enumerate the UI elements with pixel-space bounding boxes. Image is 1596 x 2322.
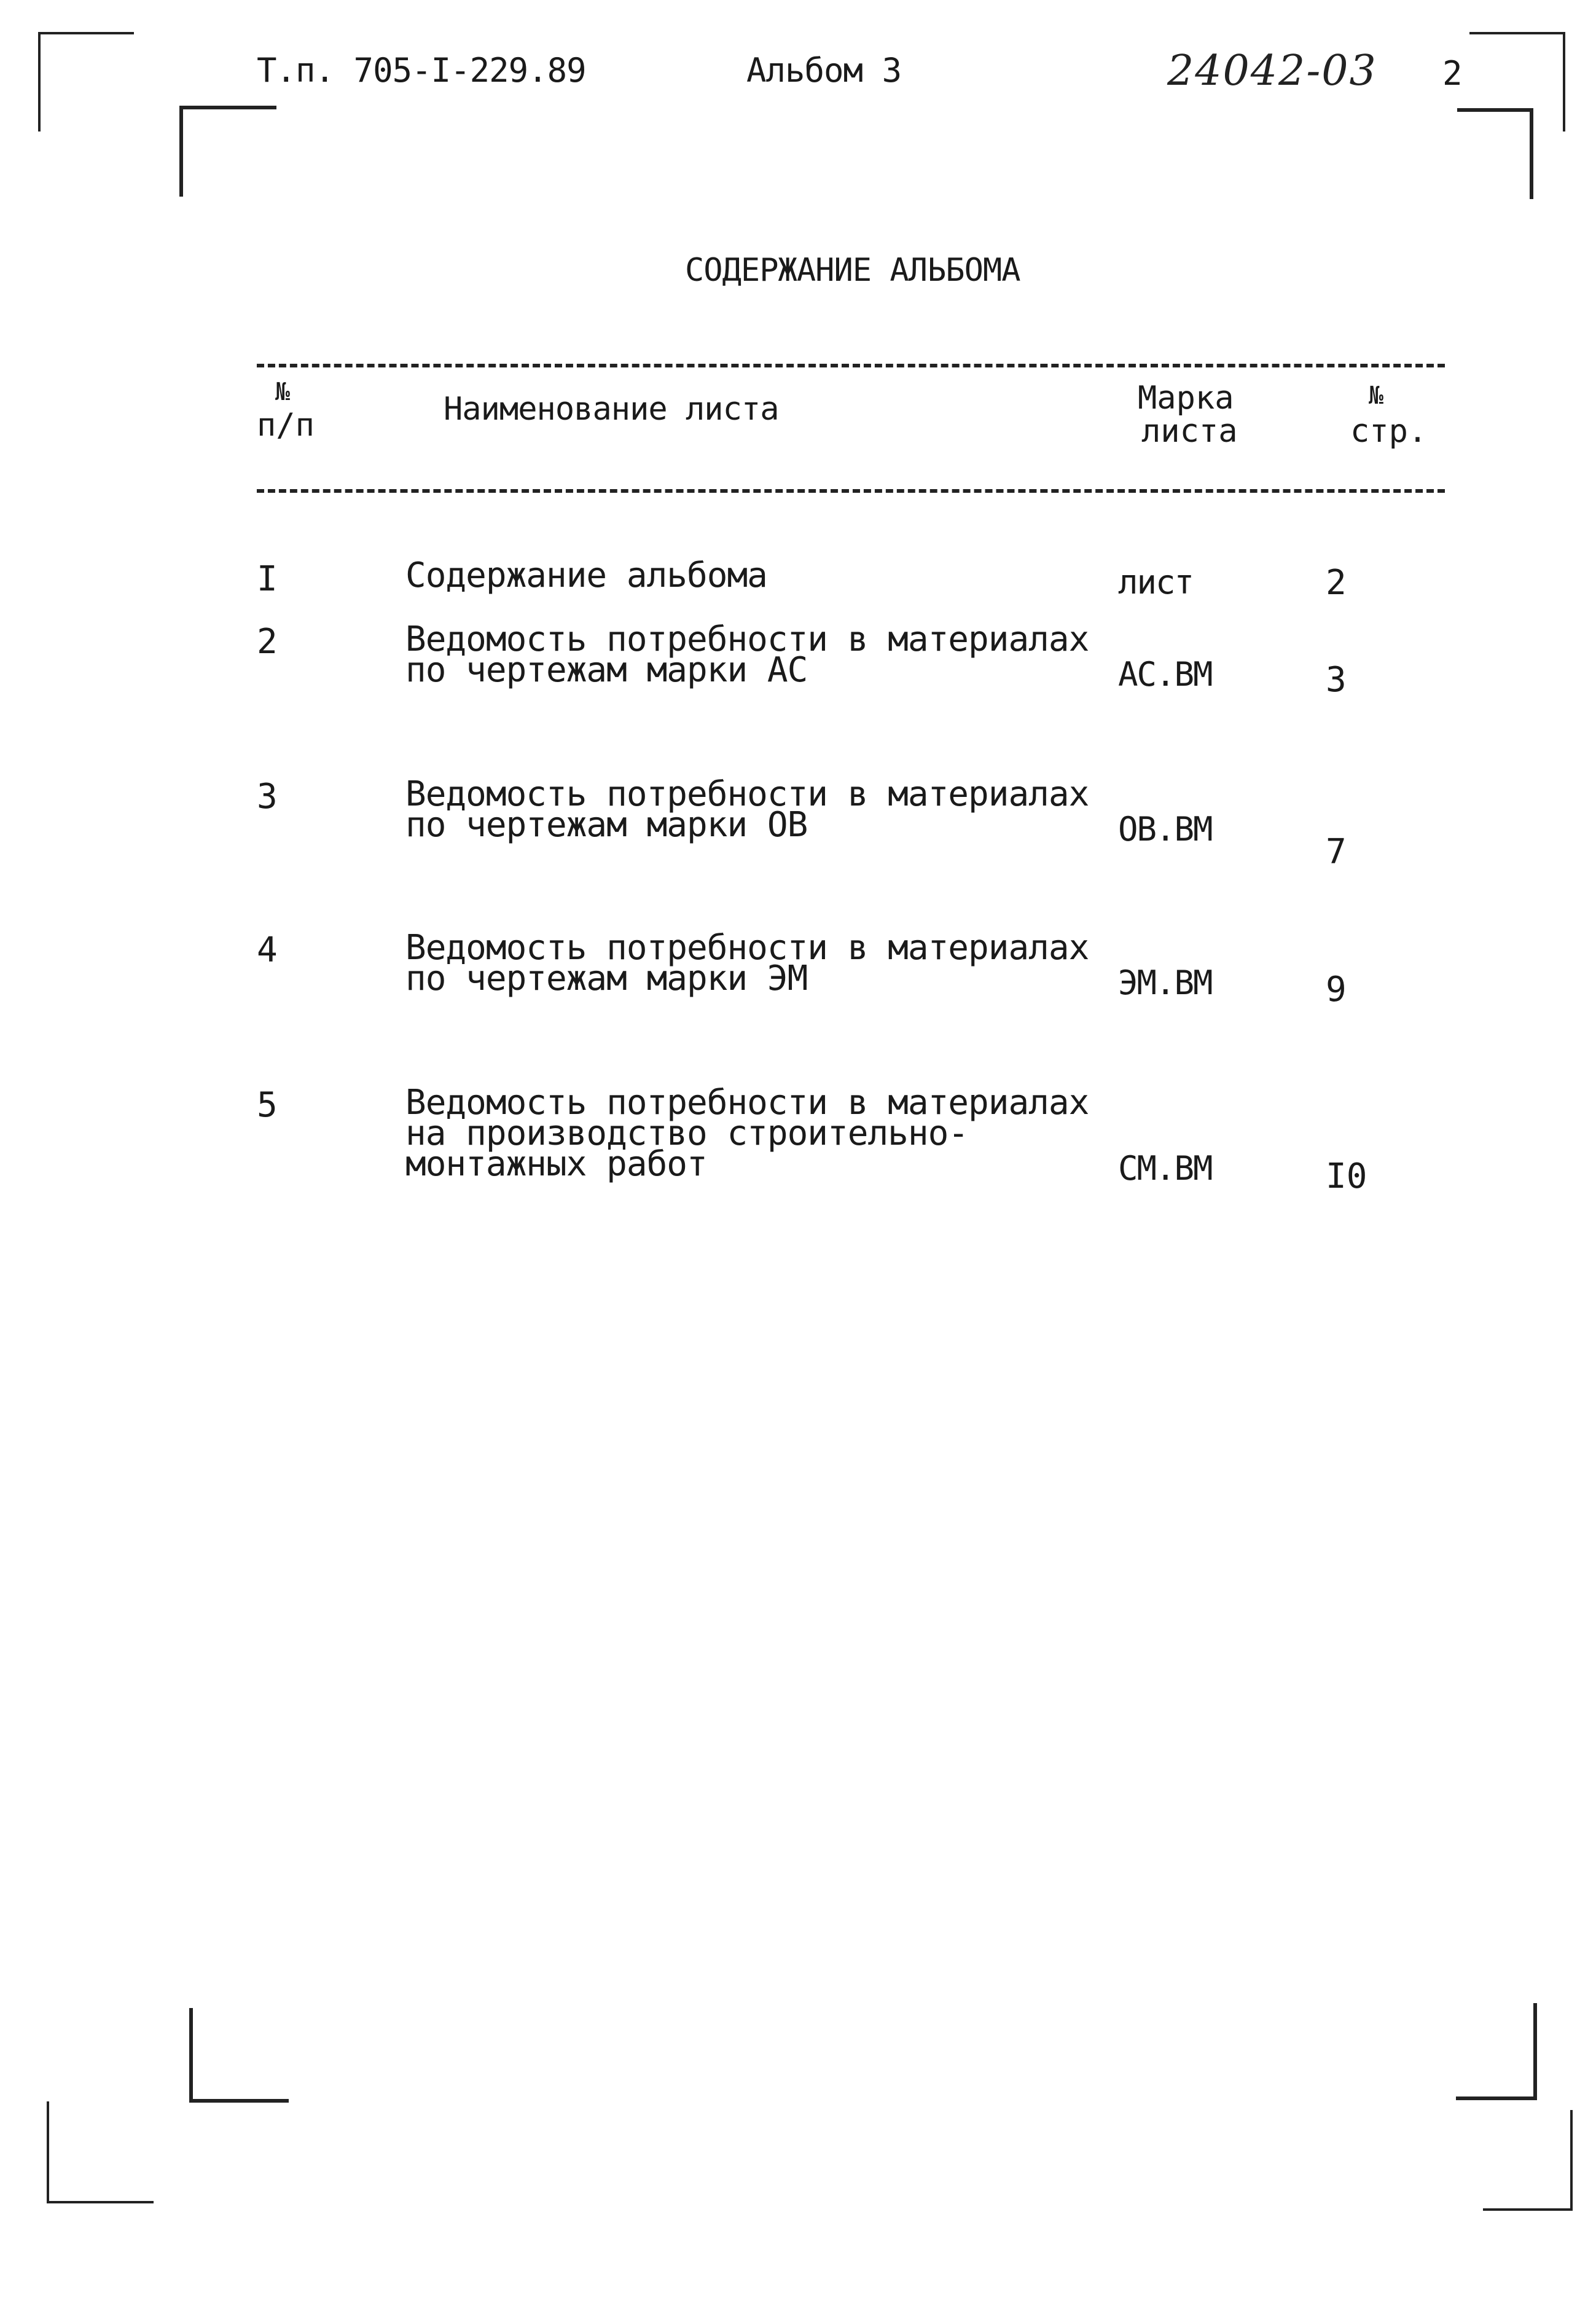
crop-mark-bottom-right-outer — [1483, 2110, 1573, 2211]
row-name-line: Ведомость потребности в материалах — [405, 774, 1089, 814]
row-name — [405, 774, 1093, 845]
col-mark-header-line1: Марка — [1138, 380, 1234, 417]
row-number: I — [257, 559, 278, 599]
row-name-line: по чертежам марки ОВ — [405, 805, 808, 845]
row-page: 3 — [1326, 660, 1347, 700]
crop-mark-top-right-inner — [1457, 108, 1533, 199]
row-name-line: по чертежам марки АС — [405, 650, 808, 690]
table-top-divider — [257, 364, 1445, 367]
page-title: СОДЕРЖАНИЕ АЛЬБОМА — [685, 252, 1020, 289]
project-code: Т.п. 705-I-229.89 — [257, 51, 586, 90]
row-name-line: Ведомость потребности в материалах — [405, 1083, 1089, 1123]
row-name-line: монтажных работ — [405, 1144, 707, 1184]
row-name — [405, 555, 1093, 595]
row-mark: ОВ.ВМ — [1118, 810, 1212, 849]
row-page: 7 — [1326, 832, 1347, 872]
col-page-symbol: № — [1369, 382, 1384, 410]
row-number: 2 — [257, 622, 278, 662]
crop-mark-bottom-left-inner — [189, 2008, 289, 2103]
sheet-number: 2 — [1442, 54, 1463, 93]
row-page: 9 — [1326, 970, 1347, 1010]
row-number: 5 — [257, 1085, 278, 1125]
crop-mark-top-left-inner — [179, 106, 276, 197]
row-page: 2 — [1326, 563, 1347, 603]
row-mark: АС.ВМ — [1118, 655, 1212, 694]
row-number: 4 — [257, 930, 278, 970]
table-header-divider — [257, 489, 1445, 493]
row-name-line: Содержание альбома — [405, 555, 767, 595]
col-name-header: Наименование листа — [444, 391, 779, 428]
row-number: 3 — [257, 777, 278, 817]
row-mark: лист — [1118, 563, 1194, 602]
col-num-symbol: № — [275, 378, 291, 406]
row-name-line: на производство строительно- — [405, 1113, 969, 1153]
row-page: I0 — [1326, 1156, 1367, 1196]
row-mark: СМ.ВМ — [1118, 1149, 1212, 1188]
crop-mark-bottom-left-outer — [47, 2101, 154, 2203]
col-page-header: стр. — [1350, 413, 1428, 450]
document-code-handwritten: 24042-03 — [1167, 47, 1377, 95]
crop-mark-top-left-outer — [38, 32, 134, 131]
row-name-line: по чертежам марки ЭМ — [405, 959, 808, 998]
row-mark: ЭМ.ВМ — [1118, 963, 1212, 1002]
row-name-line: Ведомость потребности в материалах — [405, 619, 1089, 659]
col-num-header: п/п — [257, 407, 315, 444]
row-name — [405, 1083, 1093, 1184]
row-name-line: Ведомость потребности в материалах — [405, 928, 1089, 968]
album-label: Альбом 3 — [746, 51, 902, 90]
row-name — [405, 928, 1093, 998]
col-mark-header-line2: листа — [1141, 413, 1238, 450]
crop-mark-bottom-right-inner — [1456, 2003, 1537, 2100]
row-name — [405, 619, 1093, 690]
